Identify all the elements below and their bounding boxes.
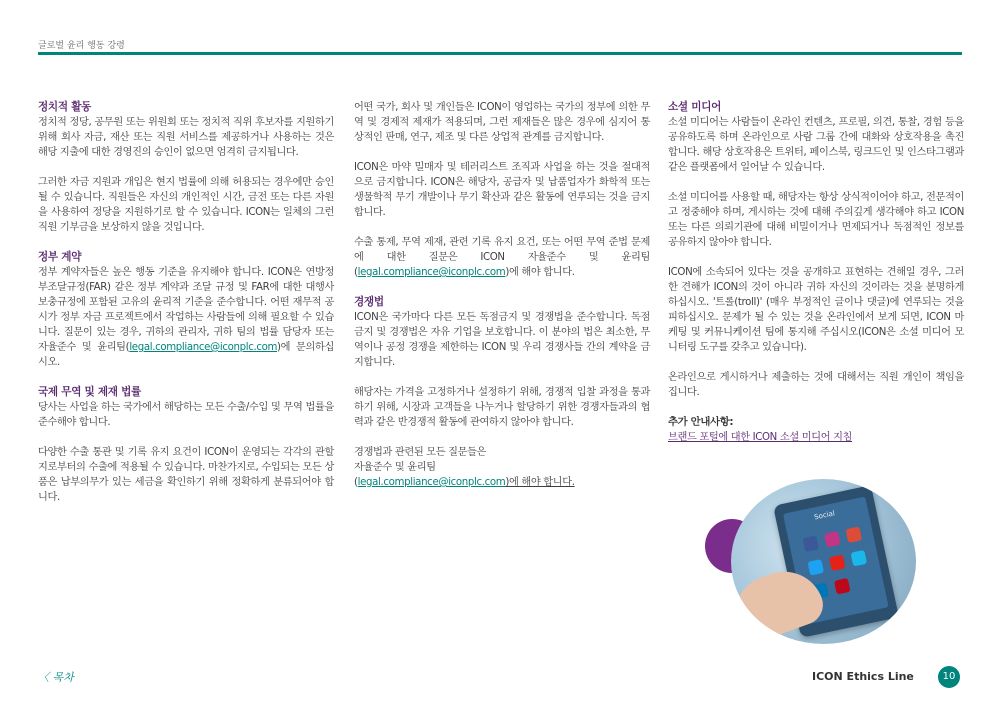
photo-circle — [731, 479, 916, 644]
heading-gov-contracts: 정부 계약 — [38, 251, 82, 263]
para-text: )에 문의하십시오. — [38, 342, 334, 368]
social-media-photo — [705, 479, 920, 644]
email-link[interactable]: legal.compliance@iconplc.com — [357, 267, 506, 278]
para-text: )에 해야 합니다. — [505, 267, 575, 278]
para-text: 경쟁법과 관련된 모든 질문들은 — [354, 447, 487, 458]
para-competition-1: ICON은 국가마다 다른 모든 독점금지 및 경쟁법을 준수합니다. 독점금지 및 경쟁법은 자유 기업을 보호합니다. 이 분야의 법은 최소한, 무역이나 공정 경쟁을 제한하는 ICON 및 우리 경쟁사들 간의 계약을 금지합니다. — [354, 312, 650, 368]
google-plus-icon — [846, 526, 863, 543]
instagram-icon — [824, 531, 841, 548]
para-text: 수출 통제, 무역 제재, 관련 기록 유지 요건, 또는 어떤 무역 준법 문제에 대한 질문은 ICON 자율준수 및 윤리팀( — [354, 237, 650, 278]
header-rule — [38, 52, 962, 55]
email-link[interactable]: legal.compliance@iconplc.com — [129, 342, 278, 353]
para-sanctions-2: ICON은 마약 밀매자 및 테러리스트 조직과 사업을 하는 것을 절대적으로 금지합니다. ICON은 해당자, 공급자 및 납품업자가 화학적 또는 생물학적 무기 개발이나 무기 확산과 같은 활동에 연루되는 것을 금지합니다. — [354, 162, 650, 218]
youtube-icon — [829, 554, 846, 571]
para-competition-2: 해당자는 가격을 고정하거나 설정하기 위해, 경쟁적 입찰 과정을 통과하기 위해, 시장과 고객들을 나누거나 할당하기 위한 경쟁자들과의 협력과 같은 반경쟁적 활동에 관여하지 않아야 합니다. — [354, 387, 650, 428]
brand-portal-link[interactable]: 브랜드 포털에 대한 ICON 소셜 미디어 지침 — [668, 432, 853, 443]
para-trade-2: 다양한 수출 통관 및 기록 유지 요건이 ICON이 운영되는 각각의 관할지로부터의 수출에 적용될 수 있습니다. 마찬가지로, 수입되는 모든 상품은 납부의무가 있는 세금을 확인하기 위해 정확하게 분류되어야 합니다. — [38, 447, 334, 503]
column-middle — [354, 100, 650, 505]
para-gov-contracts — [38, 265, 334, 370]
header-title: 글로벌 윤리 행동 강령 — [38, 41, 125, 51]
para-political-1: 정치적 정당, 공무원 또는 위원회 또는 정치적 직위 후보자를 지원하기 위해 회사 자금, 재산 또는 직원 서비스를 제공하거나 사용하는 것은 해당 지출에 대한 경영진의 승인이 없으면 엄격히 금지됩니다. — [38, 117, 334, 158]
para-social-3: ICON에 소속되어 있다는 것을 공개하고 표현하는 견해일 경우, 그러한 견해가 ICON의 것이 아니라 귀하 자신의 것이라는 것을 분명하게 하십시오. '트롤(troll)' (매우 부정적인 글이나 댓글)에 연루되는 것을 피하십시오. 문제가 될 수 있는 것을 온라인에서 보게 되면, ICON 마케팅 및 커뮤니케이션 팀에 통지해 주십시오(ICON은 소셜 미디어 모니터링 도구를 갖추고 있습니다). — [668, 267, 964, 353]
para-text: )에 해야 합니다. — [505, 477, 575, 488]
footer-brand: ICON Ethics Line — [812, 670, 914, 683]
email-link[interactable]: legal.compliance@iconplc.com — [357, 477, 506, 488]
para-sanctions-1: 어떤 국가, 회사 및 개인들은 ICON이 영업하는 국가의 정부에 의한 무역 및 경제적 제재가 적용되며, 그런 제재들은 많은 경우에 심지어 통상적인 판매, 연구, 제조 및 다른 상업적 관계를 금지합니다. — [354, 102, 650, 143]
heading-political: 정치적 활동 — [38, 101, 92, 113]
column-left — [38, 100, 334, 520]
heading-competition: 경쟁법 — [354, 296, 384, 308]
heading-trade: 국제 무역 및 제재 법률 — [38, 386, 141, 398]
para-social-2: 소셜 미디어를 사용할 때, 해당자는 항상 상식적이어야 하고, 전문적이고 정중해야 하며, 게시하는 것에 대해 주의깊게 생각해야 하고 ICON 또는 다른 의뢰기관에 대해 비밀이거나 면제되거나 독점적인 정보를 공유하지 않아야 합니다. — [668, 192, 964, 248]
pinterest-icon — [834, 578, 851, 595]
para-sanctions-3 — [354, 235, 650, 280]
page-number-badge: 10 — [938, 666, 960, 688]
column-right — [668, 100, 964, 445]
toc-back-link[interactable]: 〈 목차 — [38, 671, 74, 684]
twitter-icon — [807, 559, 824, 576]
para-social-4: 온라인으로 게시하거나 제출하는 것에 대해서는 직원 개인이 책임을 집니다. — [668, 372, 964, 398]
para-social-1: 소셜 미디어는 사람들이 온라인 컨텐츠, 프로필, 의견, 통찰, 경험 등을 공유하도록 하며 온라인으로 사람 그룹 간에 대화와 상호작용을 촉진합니다. 해당 상호작용은 트위터, 페이스북, 링크드인 및 인스타그램과 같은 플랫폼에서 일어날 수 있습니다. — [668, 117, 964, 173]
vimeo-icon — [851, 550, 868, 567]
heading-social-media: 소셜 미디어 — [668, 101, 722, 113]
para-competition-3: 경쟁법과 관련된 모든 질문들은 자율준수 및 윤리팀 (legal.compliance@iconplc.com)에 해야 합니다. — [354, 447, 575, 488]
heading-more-info: 추가 안내사항: — [668, 416, 734, 428]
screen-label: Social — [813, 509, 836, 522]
para-text: 자율준수 및 윤리팀 — [354, 462, 436, 473]
para-political-2: 그러한 자금 지원과 개입은 현지 법률에 의해 허용되는 경우에만 승인될 수 있습니다. 직원들은 자신의 개인적인 시간, 금전 또는 다른 자원을 사용하여 정당을 지원하기로 할 수 있습니다. ICON는 일체의 그런 직원 기부금을 보상하지 않을 것입니다. — [38, 177, 334, 233]
para-text: 정부 계약자들은 높은 행동 기준을 유지해야 합니다. ICON은 연방정부조달규정(FAR) 같은 정부 계약과 조달 규정 및 FAR에 대한 대행사 보충규정에 포함된 고유의 윤리적 기준을 준수합니다. 어떤 재무적 공시가 정부 자금 프로젝트에서 작업하는 사람들에 의해 필요할 수 있습니다. 질문이 있는 경우, 귀하의 관리자, 귀하 팀의 법률 담당자 또는 자율준수 및 윤리팀( — [38, 267, 334, 353]
para-trade-1: 당사는 사업을 하는 국가에서 해당하는 모든 수출/수입 및 무역 법률을 준수해야 합니다. — [38, 402, 334, 428]
facebook-icon — [802, 536, 819, 553]
